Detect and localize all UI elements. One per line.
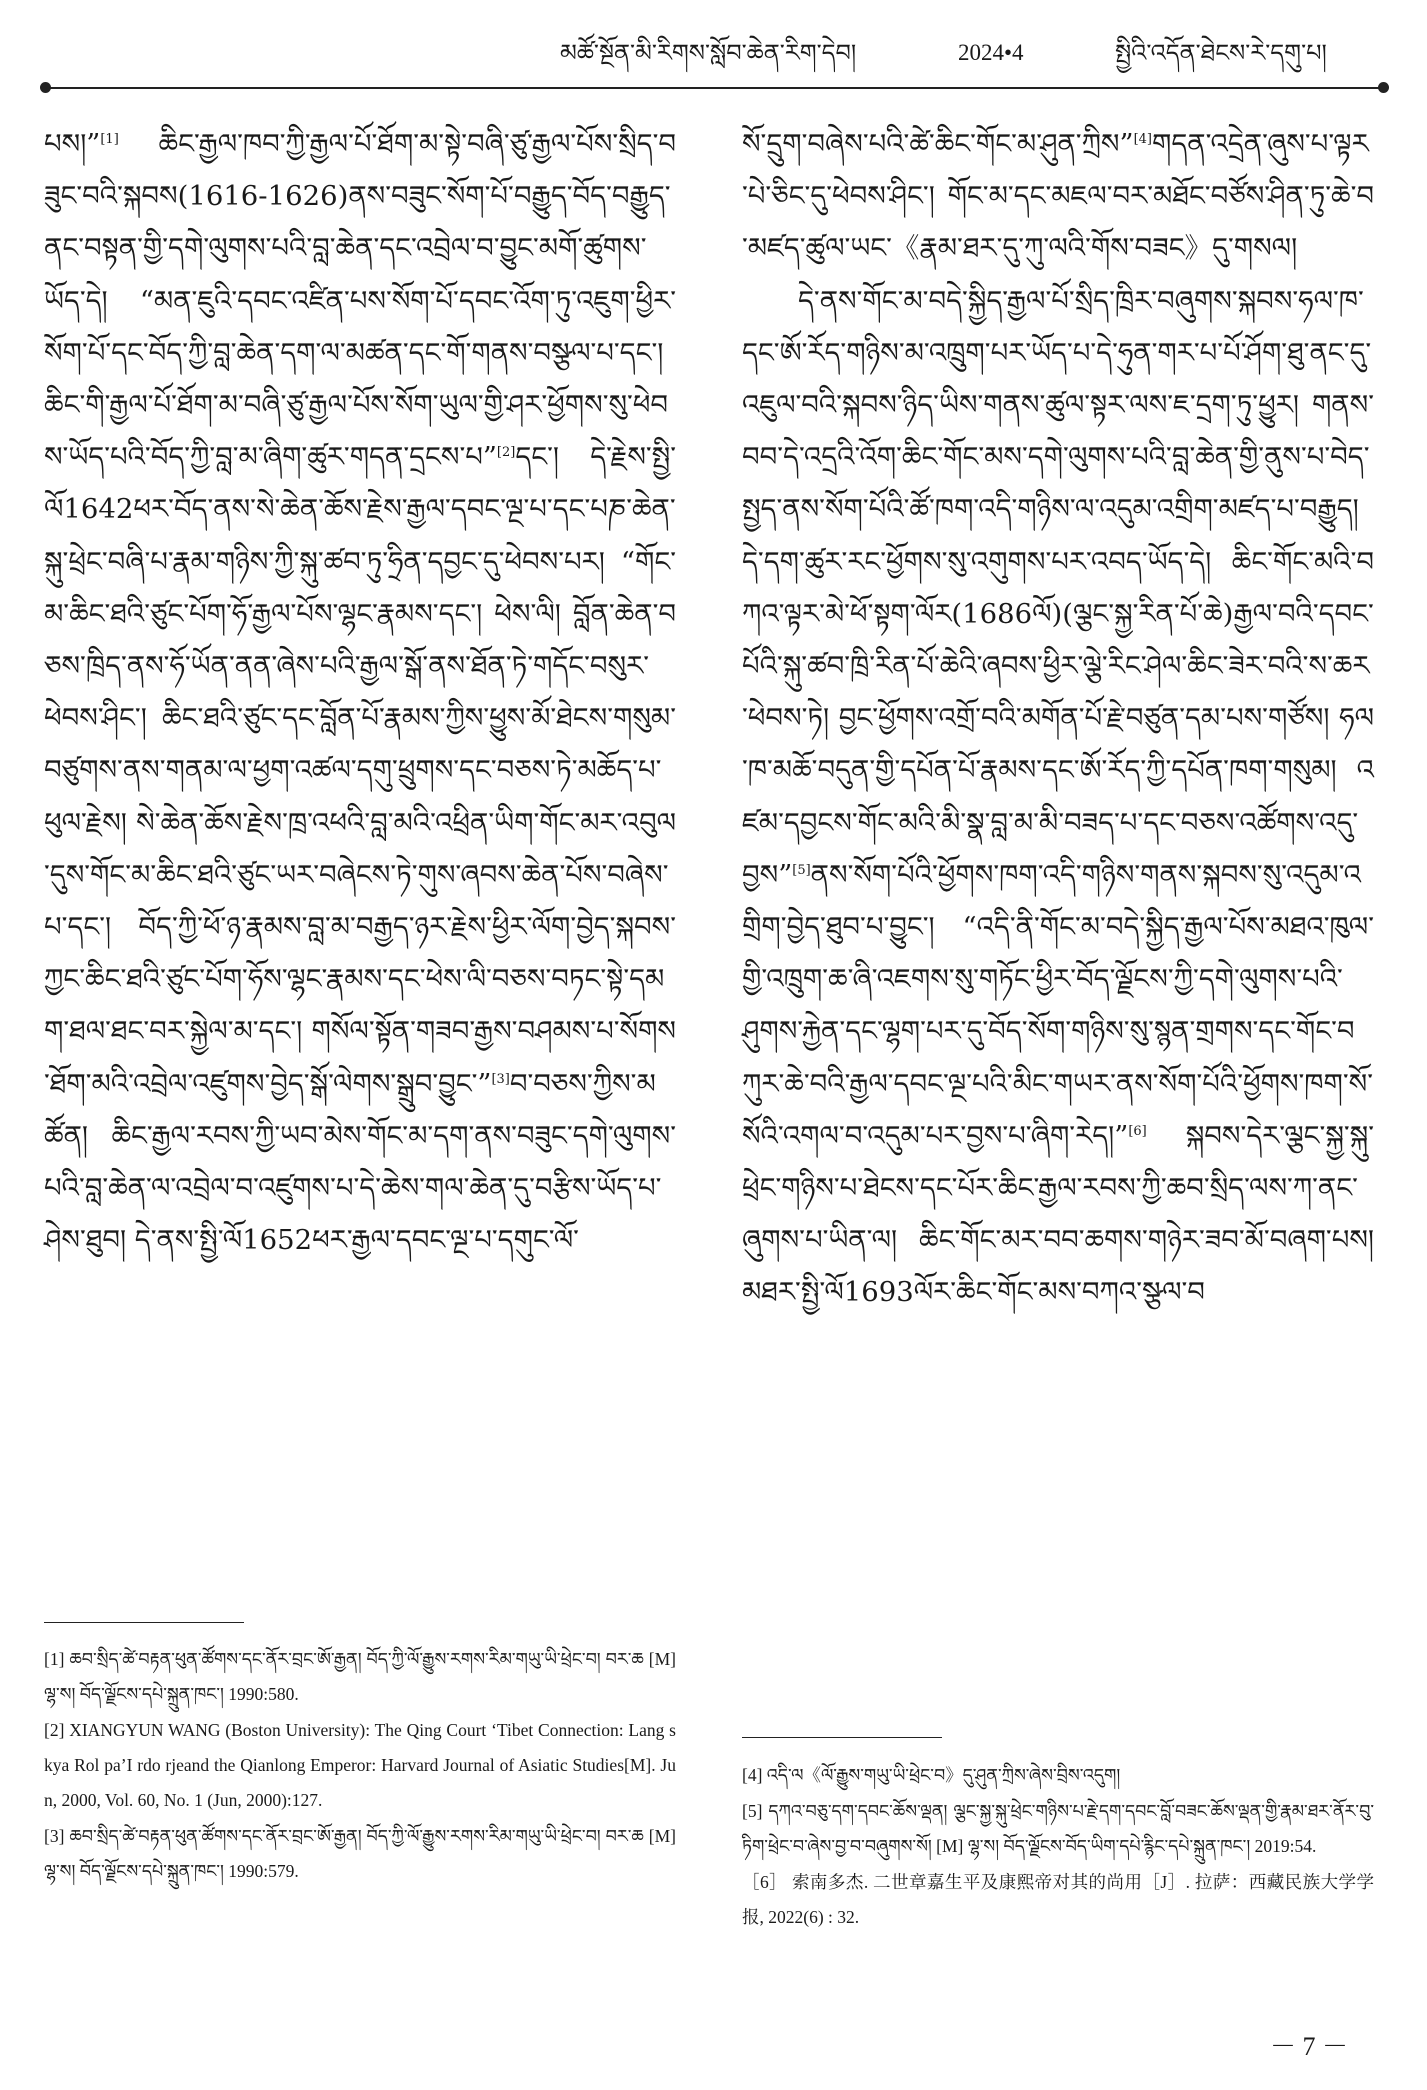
footnote-ref: [1] bbox=[100, 131, 119, 147]
footnote: [2] XIANGYUN WANG (Boston University): The Qing Court ‘Tibet Connection: Lang skya Rol pa’I rdo rjeand the Qianlong Emperor: Harvard Journal of Asiatic Studies[M]. Jun, 2000, Vol. 60, No. 1 (Jun, 2000):127. bbox=[44, 1720, 676, 1810]
header-rule bbox=[46, 87, 1382, 89]
footnote: ［6］ 索南多杰. 二世章嘉生平及康熙帝对其的尚用［J］. 拉萨：西藏民族大学学报, 2022(6) : 32. bbox=[742, 1872, 1374, 1927]
footnote: [5] དཀའ་བཅུ་དག་དབང་ཆོས་ལྡན། ལྕང་སྐྱ་སྐུ་ཕྲེང་གཉིས་པ་རྗེ་དག་དབང་བློ་བཟང་ཆོས་ལྡན་གྱི་རྣམ་ཐར་ནོར་བུ་ཏིག་ཕྲེང་བ་ཞེས་བྱ་བ་བཞུགས་སོ། [M] ལྷ་ས། བོད་ལྗོངས་བོད་ཡིག་དཔེ་རྙིང་དཔེ་སྐྲུན་ཁང་། 2019:54. bbox=[742, 1801, 1374, 1856]
body-text: དང་། དེ་རྗེས་སྤྱི་ལོ1642ཕར་བོད་ནས་སེ་ཆེན་ཆོས་རྗེས་རྒྱལ་དབང་ལྔ་པ་དང་པཎ་ཆེན་སྐུ་ཕྲེང་བཞི་པ་རྣམ་གཉིས་ཀྱི་སྐུ་ཚབ་ཏུ་ཧྲིན་དབྱང་དུ་ཕེབས་པར། “གོང་མ་ཆིང་ཐའི་ཙུང་པོག་ཧོ་རྒྱལ་པོས་ལྷང་རྣམས་དང་། ཕེས་ལི། བློན་ཆེན་བཅས་ཁྲིད་ནས་ཧོ་ཡོན་ནན་ཞེས་པའི་རྒྱལ་སྒོ་ནས་ཐོན་ཏེ་གདོང་བསུར་ཕེབས་ཤིང་། ཆིང་ཐའི་ཙུང་དང་བློན་པོ་རྣམས་ཀྱིས་ཕྱུས་མོ་ཐེངས་གསུམ་བཙུགས་ནས་གནམ་ལ་ཕྱག་འཚལ་དགུ་ཕྲུགས་དང་བཅས་ཏེ་མཆོད་པ་ཕུལ་རྗེས། སེ་ཆེན་ཆོས་རྗེས་ཁྲ་འཕའི་བླ་མའི་འཕྲིན་ཡིག་གོང་མར་འབུལ་དུས་གོང་མ་ཆིང་ཐའི་ཙུང་ཡར་བཞེངས་ཏེ་གུས་ཞབས་ཆེན་པོས་བཞེས་པ་དང་། བོད་ཀྱི་ཕོ་ཉ་རྣམས་བླ་མ་བརྒྱད་ཉར་རྗེས་ཕྱིར་ལོག་བྱེད་སྐབས་ཀྱང་ཆིང་ཐའི་ཙུང་པོག་ཧོས་ལྷང་རྣམས་དང་ཕེས་ལི་བཅས་བཏང་སྟེ་དམག་ཐལ་ཐང་བར་སྐྱེལ་མ་དང་། གསོལ་སྟོན་གཟབ་རྒྱས་བཤམས་པ་སོགས་ཐོག་མའི་འབྲེལ་འཛུགས་བྱེད་སྒོ་ལེགས་སྒྲུབ་བྱུང་” bbox=[44, 441, 676, 1100]
left-column bbox=[44, 118, 676, 1266]
footnote: [3] ཆབ་སྲིད་ཚེ་བརྟན་ཕུན་ཚོགས་དང་ནོར་བྲང་ཨོ་རྒྱན། བོད་ཀྱི་ལོ་རྒྱུས་རགས་རིམ་གཡུ་ཡི་ཕྲེང་བ། བར་ཆ [M] ལྷ་ས། བོད་ལྗོངས་དཔེ་སྐྲུན་ཁང་། 1990:579. bbox=[44, 1826, 676, 1881]
footnote: [4] འདི་ལ《ལོ་རྒྱུས་གཡུ་ཡི་ཕྲེང་བ》དུ་ཤུན་ཀྲིས་ཞེས་བྲིས་འདུག། bbox=[742, 1765, 1121, 1785]
footnote-ref: [3] bbox=[491, 1071, 510, 1087]
footnote-separator bbox=[742, 1737, 942, 1738]
paragraph bbox=[44, 118, 676, 1266]
body-text: སོ་དྲུག་བཞེས་པའི་ཚེ་ཆིང་གོང་མ་ཤུན་ཀྲིས” bbox=[742, 128, 1134, 160]
paragraph bbox=[742, 118, 1374, 275]
body-text: ནས་སོག་པོའི་ཕྱོགས་ཁག་འདི་གཉིས་གནས་སྐབས་སུ་འདུམ་འགྲིག་བྱེད་ཐུབ་པ་བྱུང་། “འདི་ནི་གོང་མ་བདེ་སྐྱིད་རྒྱལ་པོས་མཐའ་ཁུལ་གྱི་འཁྲུག་ཆ་ཞི་འཇགས་སུ་གཏོང་ཕྱིར་བོད་ལྗོངས་ཀྱི་དགེ་ལུགས་པའི་ཤུགས་རྐྱེན་དང་ལྷག་པར་དུ་བོད་སོག་གཉིས་སུ་སྙན་གྲགས་དང་གོང་བཀུར་ཆེ་བའི་རྒྱལ་དབང་ལྔ་པའི་མིང་གཡར་ནས་སོག་པོའི་ཕྱོགས་ཁག་སོ་སོའི་འགལ་བ་འདུམ་པར་བྱས་པ་ཞིག་རེད།” bbox=[742, 858, 1374, 1152]
body-text: སྐབས་དེར་ལྕང་སྐྱ་སྐུ་ཕྲེང་གཉིས་པ་ཐེངས་དང་པོར་ཆིང་རྒྱལ་རབས་ཀྱི་ཆབ་སྲིད་ལས་ཀ་ནང་ཞུགས་པ་ཡིན་ལ། ཆིང་གོང་མར་བབ་ཆགས་གཉེར་ཟབ་མོ་བཞག་པས། མཐར་སྤྱི་ལོ1693ལོར་ཆིང་གོང་མས་བཀའ་སྩལ་བ bbox=[742, 1119, 1374, 1309]
body-text: ཆིང་རྒྱལ་ཁབ་ཀྱི་རྒྱལ་པོ་ཐོག་མ་སྟེ་བཞི་ཙུ་རྒྱལ་པོས་སྲིད་བཟུང་བའི་སྐབས(1616-1626)ནས་བཟུང་སོག་པོ་བརྒྱུད་བོད་བརྒྱུད་ནང་བསྟན་གྱི་དགེ་ལུགས་པའི་བླ་ཆེན་དང་འབྲེལ་བ་བྱུང་མགོ་ཚུགས་ཡོད་དེ། “མན་ཇུའི་དབང་འཛིན་པས་སོག་པོ་དབང་འོག་ཏུ་འཇུག་ཕྱིར་སོག་པོ་དང་བོད་ཀྱི་བླ་ཆེན་དག་ལ་མཚན་དང་གོ་གནས་བསྩལ་པ་དང་། ཆིང་གི་རྒྱལ་པོ་ཐོག་མ་བཞི་ཙུ་རྒྱལ་པོས་སོག་ཡུལ་གྱི་ཤར་ཕྱོགས་སུ་ཕེབས་ཡོད་པའི་བོད་ཀྱི་བླ་མ་ཞིག་ཚུར་གདན་དྲངས་པ” bbox=[44, 128, 676, 474]
journal-title: མཚོ་སྔོན་མི་རིགས་སློབ་ཆེན་རིག་དེབ། bbox=[560, 39, 857, 67]
page-number: － 7 － bbox=[1270, 2032, 1349, 2061]
body-text: དེ་ནས་གོང་མ་བདེ་སྐྱིད་རྒྱལ་པོ་སྲིད་ཁྲིར་བཞུགས་སྐབས་ཧལ་ཁ་དང་ཨོ་རོད་གཉིས་མ་འཁྲུག་པར་ཡོད་པ་དེ་ཧུན་གར་པ་པོ་ཤོག་ཐུ་ནང་དུ་འཇུལ་བའི་སྐབས་ཉིད་ཡིས་གནས་ཚུལ་སྟར་ལས་ཇ་དྲག་ཏུ་ཕྱུར། གནས་བབ་དེ་འདྲའི་འོག་ཆིང་གོང་མས་དགེ་ལུགས་པའི་བླ་ཆེན་གྱི་ནུས་པ་བེད་སྤྱད་ནས་སོག་པོའི་ཚོ་ཁག་འདི་གཉིས་ལ་འདུམ་འགྲིག་མཛད་པ་བརྒྱུད། དེ་དག་ཚུར་རང་ཕྱོགས་སུ་འགུགས་པར་འབད་ཡོད་དེ། ཆིང་གོང་མའི་བཀའ་ལྟར་མེ་ཕོ་སྟག་ལོར(1686ལོ)(ལྕང་སྐྱ་རིན་པོ་ཆེ)རྒྱལ་བའི་དབང་པོའི་སྐུ་ཚབ་ཁྲི་རིན་པོ་ཆེའི་ཞབས་ཕྱིར་ལྕེ་རིང་ཤེལ་ཆིང་ཟེར་བའི་ས་ཆར་ཕེབས་ཏེ། བྱང་ཕྱོགས་འགྲོ་བའི་མགོན་པོ་རྗེ་བཙུན་དམ་པས་གཙོས། ཧལ་ཁ་མཆོ་བདུན་གྱི་དཔོན་པོ་རྣམས་དང་ཨོ་རོད་ཀྱི་དཔོན་ཁག་གསུམ། འཛམ་དབྱངས་གོང་མའི་མི་སྣ་བླ་མ་མི་བཟད་པ་དང་བཅས་འཚོགས་འདུ་བྱས” bbox=[742, 284, 1374, 891]
footnote-ref: [6] bbox=[1128, 1123, 1147, 1139]
right-column bbox=[742, 118, 1374, 1319]
paragraph bbox=[742, 275, 1374, 1319]
footnote-ref: [5] bbox=[792, 862, 811, 878]
body-text: བ་བཅས་ཀྱིས་མཚོན། ཆིང་རྒྱལ་རབས་ཀྱི་ཡབ་མེས་གོང་མ་དག་ནས་བཟུང་དགེ་ལུགས་པའི་བླ་ཆེན་ལ་འབྲེལ་བ་འཛུགས་པ་དེ་ཆེས་གལ་ཆེན་དུ་བརྩིས་ཡོད་པ་ཤེས་ཐུབ། དེ་ནས་སྤྱི་ལོ1652ཕར་རྒྱལ་དབང་ལྔ་པ་དགུང་ལོ་ bbox=[44, 1067, 676, 1257]
body-text: པས།” bbox=[44, 128, 101, 160]
issue-number: 2024•4 bbox=[958, 40, 1024, 65]
body-text: གདན་འདྲེན་ཞུས་པ་ལྟར་པེ་ཅིང་དུ་ཕེབས་ཤིང་། གོང་མ་དང་མཇལ་བར་མཐོང་བཙོས་ཤིན་ཏུ་ཆེ་བ་མཛད་ཚུལ་ཡང་《རྣམ་ཐར་དུ་ཀུ་ལའི་གོས་བཟང》དུ་གསལ། bbox=[742, 128, 1374, 265]
header-rule-dot-right bbox=[1378, 82, 1389, 93]
footnotes-left bbox=[44, 1642, 676, 1890]
footnote-ref: [4] bbox=[1133, 131, 1152, 147]
footnotes-right bbox=[742, 1758, 1374, 1936]
footnote-separator bbox=[44, 1622, 244, 1623]
series-number: སྤྱིའི་འདོན་ཐེངས་རེ་དགུ་པ། bbox=[1115, 39, 1327, 67]
footnote: [1] ཆབ་སྲིད་ཚེ་བརྟན་ཕུན་ཚོགས་དང་ནོར་བྲང་ཨོ་རྒྱན། བོད་ཀྱི་ལོ་རྒྱུས་རགས་རིམ་གཡུ་ཡི་ཕྲེང་བ། བར་ཆ [M] ལྷ་ས། བོད་ལྗོངས་དཔེ་སྐྲུན་ཁང་། 1990:580. bbox=[44, 1649, 676, 1704]
footnote-ref: [2] bbox=[496, 445, 516, 461]
